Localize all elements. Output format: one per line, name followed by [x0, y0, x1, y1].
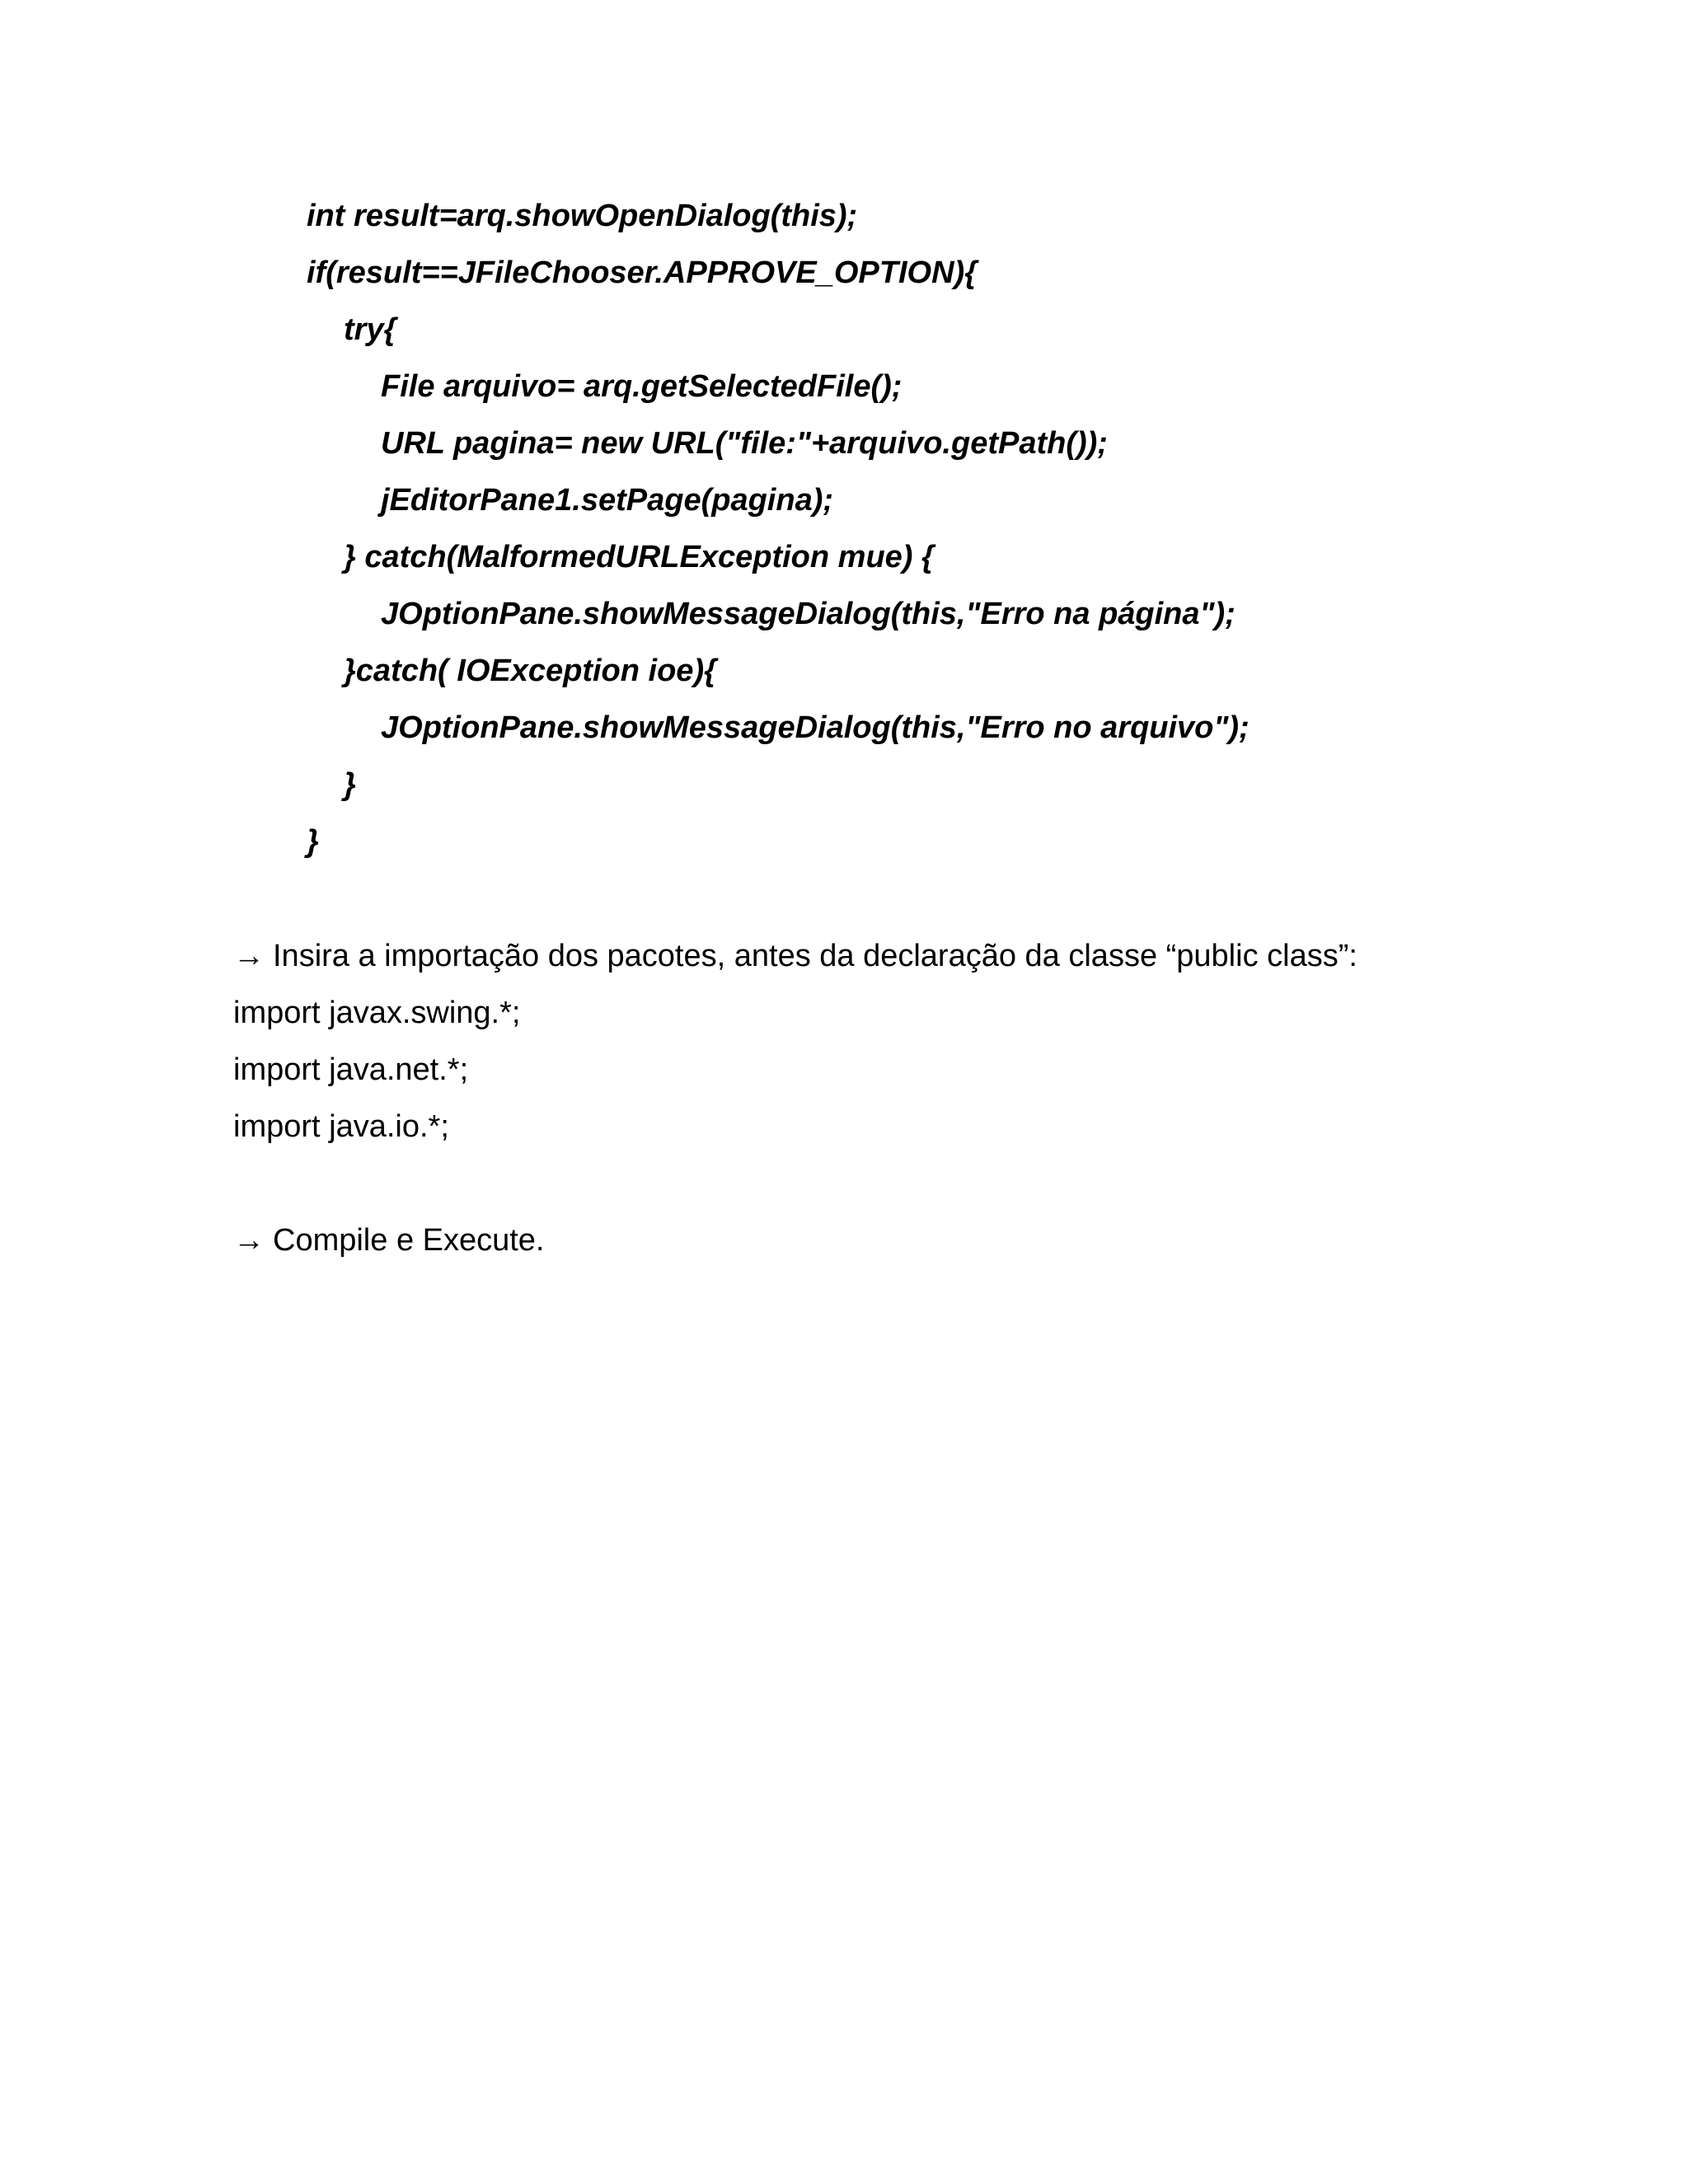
code-line: URL pagina= new URL("file:"+arquivo.getPath()); — [381, 426, 1108, 461]
instructions-block — [233, 928, 1357, 1269]
code-block — [307, 188, 1250, 870]
arrow-right-icon: → — [233, 939, 265, 973]
code-line: jEditorPane1.setPage(pagina); — [381, 483, 834, 518]
import-line: import java.net.*; — [233, 1052, 469, 1087]
code-line: JOptionPane.showMessageDialog(this,"Erro no arquivo"); — [381, 710, 1250, 745]
code-line: }catch( IOException ioe){ — [344, 654, 716, 688]
code-line: } — [344, 767, 356, 802]
code-line: } catch(MalformedURLException mue) { — [344, 540, 934, 574]
import-step-paragraph — [233, 928, 1357, 985]
code-line: try{ — [344, 312, 396, 347]
run-step-paragraph — [233, 1212, 1357, 1269]
code-line: if(result==JFileChooser.APPROVE_OPTION){ — [307, 255, 977, 290]
import-line: import java.io.*; — [233, 1109, 449, 1144]
paragraph-spacer — [233, 1155, 1357, 1212]
code-line: JOptionPane.showMessageDialog(this,"Erro na página"); — [381, 597, 1236, 631]
import-step-text: Insira a importação dos pacotes, antes da declaração da classe “public class”: — [273, 939, 1357, 973]
import-line: import javax.swing.*; — [233, 996, 521, 1030]
run-step-text: Compile e Execute. — [273, 1223, 545, 1258]
code-line: } — [307, 824, 319, 859]
arrow-right-icon: → — [233, 1223, 265, 1258]
code-line: File arquivo= arq.getSelectedFile(); — [381, 369, 903, 404]
code-line: int result=arq.showOpenDialog(this); — [307, 199, 858, 233]
